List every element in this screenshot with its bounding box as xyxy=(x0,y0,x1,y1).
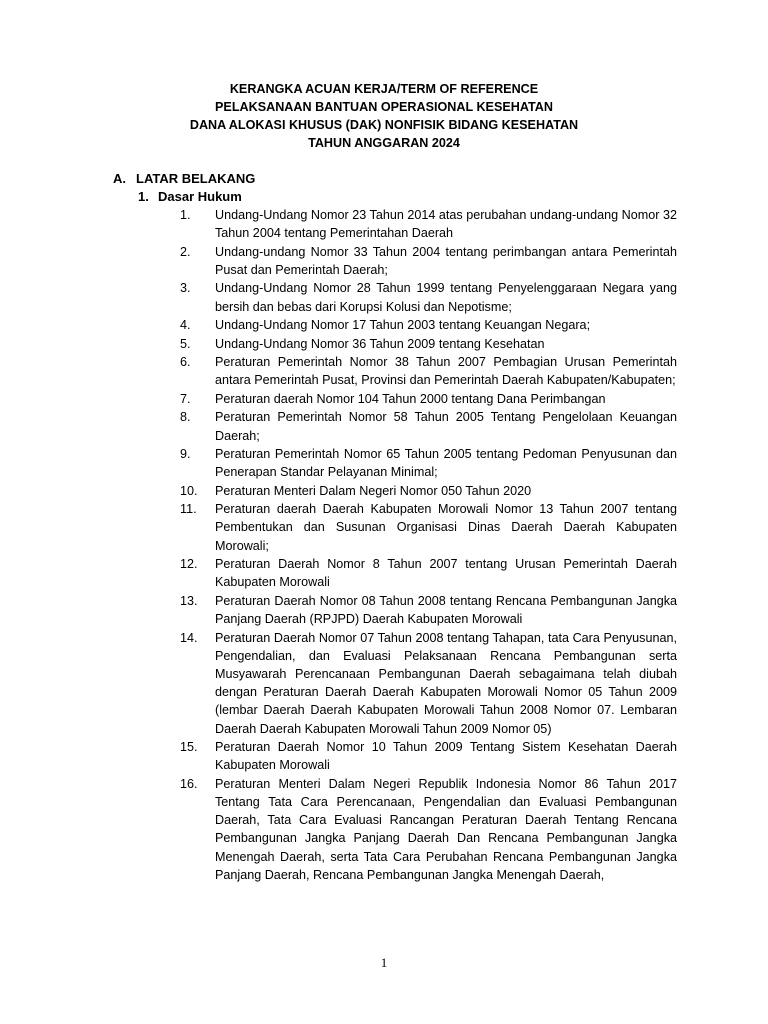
item-number: 1. xyxy=(180,208,191,222)
item-text: Peraturan Menteri Dalam Negeri Nomor 050 Tahun 2020 xyxy=(215,483,532,498)
item-number: 14. xyxy=(180,630,198,645)
title-line-2: PELAKSANAAN BANTUAN OPERASIONAL KESEHATAN xyxy=(215,100,553,114)
list-item xyxy=(180,335,677,353)
item-number: 11. xyxy=(180,502,197,517)
item-text: Peraturan Pemerintah Nomor 58 Tahun 2005 Tentang Pengelolaan Keuangan Daerah; xyxy=(215,410,677,443)
list-item xyxy=(180,316,677,334)
item-text: Undang-Undang Nomor 23 Tahun 2014 atas perubahan undang-undang Nomor 32 Tahun 2004 tentang Pemerintahan Daerah xyxy=(215,208,677,241)
subsection-label: Dasar Hukum xyxy=(158,189,242,204)
item-text: Peraturan Daerah Nomor 08 Tahun 2008 tentang Rencana Pembangunan Jangka Panjang Daerah (RPJPD) Daerah Kabupaten Morowali xyxy=(215,593,677,627)
item-text: Peraturan Daerah Nomor 10 Tahun 2009 Tentang Sistem Kesehatan Daerah Kabupaten Morowali xyxy=(215,740,677,773)
subsection-marker: 1. xyxy=(138,189,149,204)
title-line-1: KERANGKA ACUAN KERJA/TERM OF REFERENCE xyxy=(229,82,539,96)
item-text: Undang-Undang Nomor 36 Tahun 2009 tentang Kesehatan xyxy=(215,336,545,351)
section-label: LATAR BELAKANG xyxy=(136,171,256,186)
item-number: 10. xyxy=(180,483,198,498)
list-item xyxy=(180,408,677,444)
list-item xyxy=(180,629,677,738)
item-number: 6. xyxy=(180,355,191,370)
item-number: 8. xyxy=(180,410,191,425)
list-item xyxy=(180,738,677,774)
item-text: Peraturan Menteri Dalam Negeri Republik Indonesia Nomor 86 Tahun 2017 Tentang Tata Cara Perencanaan, Pengendalian dan Evaluasi Pembangunan Daerah, Tata Cara Evaluasi Rancangan Peraturan Daerah Tentang Rencana Pembangunan Jangka Panjang Daerah Dan Rencana Pembangunan Jangka Menengah Daerah, serta Tata Cara Perubahan Rencana Pembangunan Jangka Panjang Daerah, Rencana Pembangunan Jangka Menengah Daerah, xyxy=(215,776,677,882)
item-number: 9. xyxy=(180,447,191,462)
item-text: Peraturan daerah Nomor 104 Tahun 2000 tentang Dana Perimbangan xyxy=(215,391,606,406)
item-text: Peraturan Pemerintah Nomor 65 Tahun 2005 tentang Pedoman Penyusunan dan Penerapan Standar Pelayanan Minimal; xyxy=(215,447,677,480)
item-text: Peraturan Daerah Nomor 07 Tahun 2008 tentang Tahapan, tata Cara Penyusunan, Pengendalian, dan Evaluasi Pelaksanaan Rencana Pembangunan serta Musyawarah Perencanaan Pembangunan Daerah sebagaimana telah diubah dengan Peraturan Daerah Daerah Kabupaten Morowali Nomor 05 Tahun 2009 (lembar Daerah Daerah Kabupaten Morowali Tahun 2008 Nomor 07. Lembaran Daerah Daerah Kabupaten Morowali Tahun 2009 Nomor 05) xyxy=(215,630,677,736)
list-item xyxy=(180,482,677,500)
item-number: 5. xyxy=(180,336,191,351)
list-item xyxy=(180,555,677,591)
legal-basis-list xyxy=(180,206,677,884)
subsection-heading xyxy=(138,188,242,206)
item-number: 13. xyxy=(180,593,198,608)
item-number: 3. xyxy=(180,281,191,296)
item-number: 4. xyxy=(180,318,191,333)
title-line-3: DANA ALOKASI KHUSUS (DAK) NONFISIK BIDANG KESEHATAN xyxy=(189,118,579,132)
list-item xyxy=(180,353,677,389)
document-title xyxy=(0,80,768,152)
list-item xyxy=(180,592,677,628)
item-text: Peraturan Pemerintah Nomor 38 Tahun 2007 Pembagian Urusan Pemerintah antara Pemerintah Pusat, Provinsi dan Pemerintah Daerah Kabupaten/Kabupaten; xyxy=(215,355,677,388)
item-number: 15. xyxy=(180,740,198,755)
list-item xyxy=(180,206,677,242)
item-number: 7. xyxy=(180,391,191,406)
item-text: Undang-Undang Nomor 17 Tahun 2003 tentang Keuangan Negara; xyxy=(215,318,591,333)
list-item xyxy=(180,500,677,555)
item-number: 12. xyxy=(180,557,198,572)
list-item xyxy=(180,775,677,884)
item-number: 2. xyxy=(180,244,191,259)
item-text: Peraturan daerah Daerah Kabupaten Morowali Nomor 13 Tahun 2007 tentang Pembentukan dan Susunan Organisasi Dinas Daerah Daerah Kabupaten Morowali; xyxy=(215,502,677,553)
list-item xyxy=(180,390,677,408)
item-text: Undang-undang Nomor 33 Tahun 2004 tentang perimbangan antara Pemerintah Pusat dan Pemerintah Daerah; xyxy=(215,244,677,277)
page-number: 1 xyxy=(380,955,388,970)
section-marker: A. xyxy=(113,171,126,186)
list-item xyxy=(180,243,677,279)
section-heading xyxy=(113,170,255,188)
item-text: Peraturan Daerah Nomor 8 Tahun 2007 tentang Urusan Pemerintah Daerah Kabupaten Morowali xyxy=(215,557,677,590)
title-line-4: TAHUN ANGGARAN 2024 xyxy=(308,136,460,150)
item-text: Undang-Undang Nomor 28 Tahun 1999 tentang Penyelenggaraan Negara yang bersih dan bebas dari Korupsi Kolusi dan Nepotisme; xyxy=(215,281,677,314)
list-item xyxy=(180,445,677,481)
list-item xyxy=(180,279,677,315)
item-number: 16. xyxy=(180,776,198,791)
